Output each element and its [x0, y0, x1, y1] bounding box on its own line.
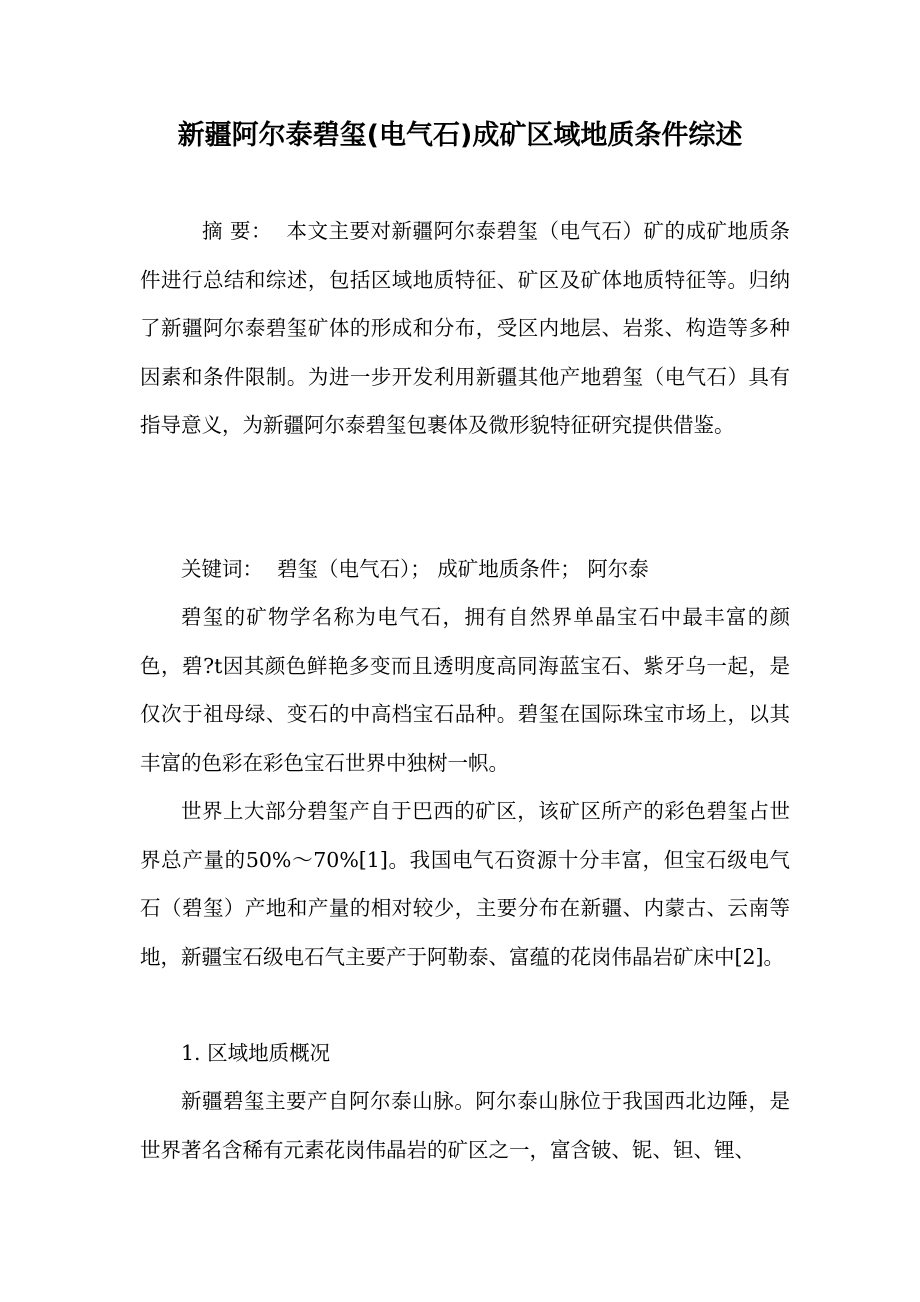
keywords-label: 关键词：: [181, 557, 263, 581]
section-heading: 1. 区域地质概况: [181, 1041, 331, 1065]
abstract-paragraph: [140, 207, 790, 450]
keywords-line: [140, 545, 790, 594]
abstract-text: 本文主要对新疆阿尔泰碧玺（电气石）矿的成矿地质条件进行总结和综述，包括区域地质特征、矿区及矿体地质特征等。归纳了新疆阿尔泰碧玺矿体的形成和分布，受区内地层、岩浆、构造等多种因素和条件限制。为进一步开发利用新疆其他产地碧玺（电气石）具有指导意义，为新疆阿尔泰碧玺包裹体及微形貌特征研究提供借鉴。: [140, 219, 790, 437]
body-paragraph: 世界上大部分碧玺产自于巴西的矿区，该矿区所产的彩色碧玺占世界总产量的50%～70%[1]。我国电气石资源十分丰富，但宝石级电气石（碧玺）产地和产量的相对较少，主要分布在新疆、内蒙古、云南等地，新疆宝石级电石气主要产于阿勒泰、富蕴的花岗伟晶岩矿床中[2]。: [140, 799, 790, 969]
keywords-text: 碧玺（电气石）； 成矿地质条件； 阿尔泰: [277, 557, 649, 581]
document-title: 新疆阿尔泰碧玺(电气石)成矿区域地质条件综述: [177, 120, 743, 151]
section-paragraph: 新疆碧玺主要产自阿尔泰山脉。阿尔泰山脉位于我国西北边陲，是世界著名含稀有元素花岗伟晶岩的矿区之一，富含铍、铌、钽、锂、: [140, 1089, 790, 1162]
body-paragraph: 碧玺的矿物学名称为电气石，拥有自然界单晶宝石中最丰富的颜色，碧?t因其颜色鲜艳多变而且透明度高同海蓝宝石、紫牙乌一起，是仅次于祖母绿、变石的中高档宝石品种。碧玺在国际珠宝市场上，以其丰富的色彩在彩色宝石世界中独树一帜。: [140, 605, 790, 775]
abstract-label: 摘 要：: [202, 219, 273, 243]
